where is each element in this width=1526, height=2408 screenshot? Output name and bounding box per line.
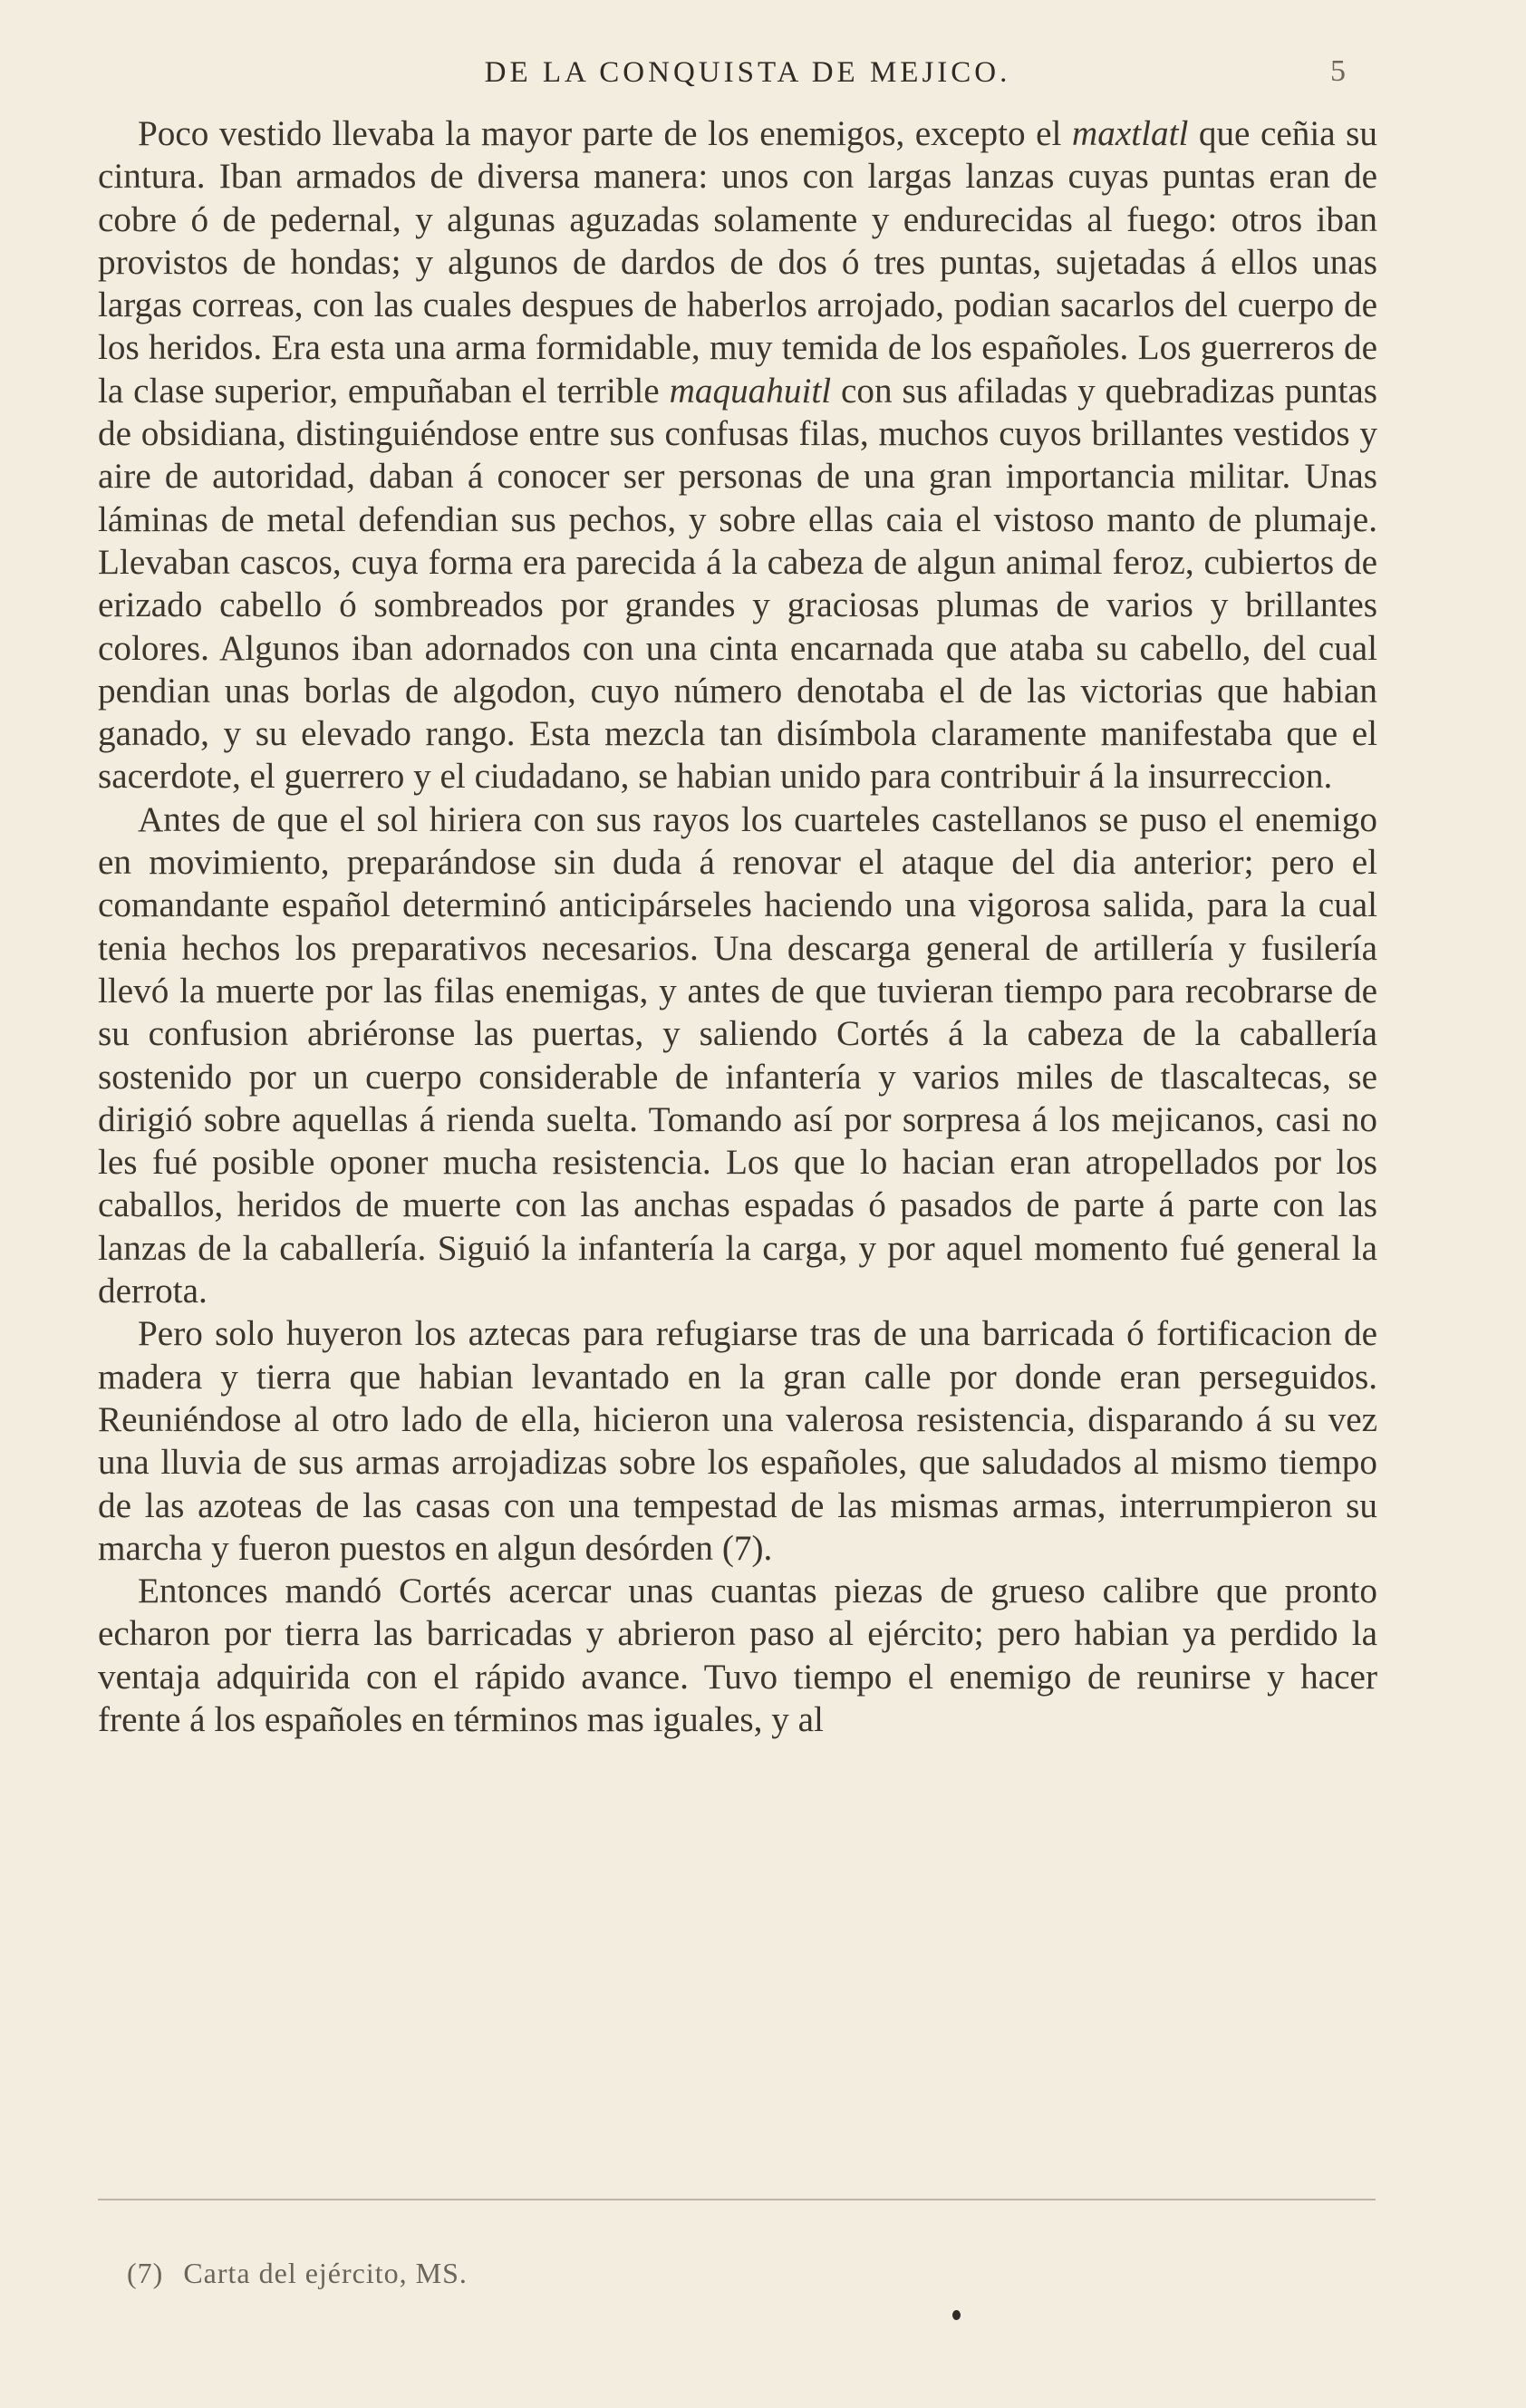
ink-speck xyxy=(952,2310,961,2320)
footnote-divider xyxy=(98,2199,1376,2200)
running-title: DE LA CONQUISTA DE MEJICO. xyxy=(484,56,1011,89)
paragraph-1-part-3: con sus afiladas y quebradizas puntas de obsidiana, distinguiéndose entre sus confusas filas, muchos cuyos brillantes vestidos y aire de autoridad, daban á conocer ser personas de una gran importancia militar. Unas láminas de metal defendian sus pechos, y sobre ellas caia el vistoso manto de plumaje. Llevaban cascos, cuya forma era parecida á la cabeza de algun animal feroz, cubiertos de erizado cabello ó sombreados por grandes y graciosas plumas de varios y brillantes colores. Algunos iban adornados con una cinta encarnada que ataba su cabello, del cual pendian unas borlas de algodon, cuyo número denotaba el de las victorias que habian ganado, y su elevado rango. Esta mezcla tan disímbola claramente manifestaba que el sacerdote, el guerrero y el ciudadano, se habian unido para contribuir á la insurreccion. xyxy=(98,371,1377,797)
paragraph-1-part-2: que ceñia su cintura. Iban armados de diversa manera: unos con largas lanzas cuyas puntas eran de cobre ó de pedernal, y algunas aguzadas solamente y endurecidas al fuego: otros iban provistos de hondas; y algunos de dardos de dos ó tres puntas, sujetadas á ellos unas largas correas, con las cuales despues de haberlos arrojado, podian sacarlos del cuerpo de los heridos. Era esta una arma formidable, muy temida de los españoles. Los guerreros de la clase superior, empuñaban el terrible xyxy=(98,114,1377,411)
footnote xyxy=(127,2257,468,2290)
italic-term-maquahuitl: maquahuitl xyxy=(669,371,832,411)
page-number: 5 xyxy=(1330,54,1346,88)
running-header xyxy=(0,56,1526,102)
paragraph-1 xyxy=(98,112,1377,798)
paragraph-4: Entonces mandó Cortés acercar unas cuantas piezas de grueso calibre que pronto echaron por tierra las barricadas y abrieron paso al ejército; pero habian ya perdido la ventaja adquirida con el rápido avance. Tuvo tiempo el enemigo de reunirse y hacer frente á los españoles en términos mas iguales, y al xyxy=(98,1571,1377,1739)
paragraph-3: Pero solo huyeron los aztecas para refugiarse tras de una barricada ó fortificacion de madera y tierra que habian levantado en la gran calle por donde eran perseguidos. Reuniéndose al otro lado de ella, hicieron una valerosa resistencia, disparando á su vez una lluvia de sus armas arrojadizas sobre los españoles, que saludados al mismo tiempo de las azoteas de las casas con una tempestad de las mismas armas, interrumpieron su marcha y fueron puestos en algun desórden (7). xyxy=(98,1314,1377,1568)
footnote-marker: (7) xyxy=(127,2257,164,2289)
italic-term-maxtlatl: maxtlatl xyxy=(1071,114,1189,153)
footnote-text: Carta del ejército, MS. xyxy=(183,2257,468,2289)
body-text xyxy=(98,112,1377,1741)
paragraph-1-part-1: Poco vestido llevaba la mayor parte de los enemigos, excepto el xyxy=(138,114,1072,153)
paragraph-2: Antes de que el sol hiriera con sus rayos los cuarteles castellanos se puso el enemigo en movimiento, preparándose sin duda á renovar el ataque del dia anterior; pero el comandante español determinó anticipárseles haciendo una vigorosa salida, para la cual tenia hechos los preparativos necesarios. Una descarga general de artillería y fusilería llevó la muerte por las filas enemigas, y antes de que tuvieran tiempo para recobrarse de su confusion abriéronse las puertas, y saliendo Cortés á la cabeza de la caballería sostenido por un cuerpo considerable de infantería y varios miles de tlascaltecas, se dirigió sobre aquellas á rienda suelta. Tomando así por sorpresa á los mejicanos, casi no les fué posible oponer mucha resistencia. Los que lo hacian eran atropellados por los caballos, heridos de muerte con las anchas espadas ó pasados de parte á parte con las lanzas de la caballería. Siguió la infantería la carga, y por aquel momento fué general la derrota. xyxy=(98,799,1377,1311)
